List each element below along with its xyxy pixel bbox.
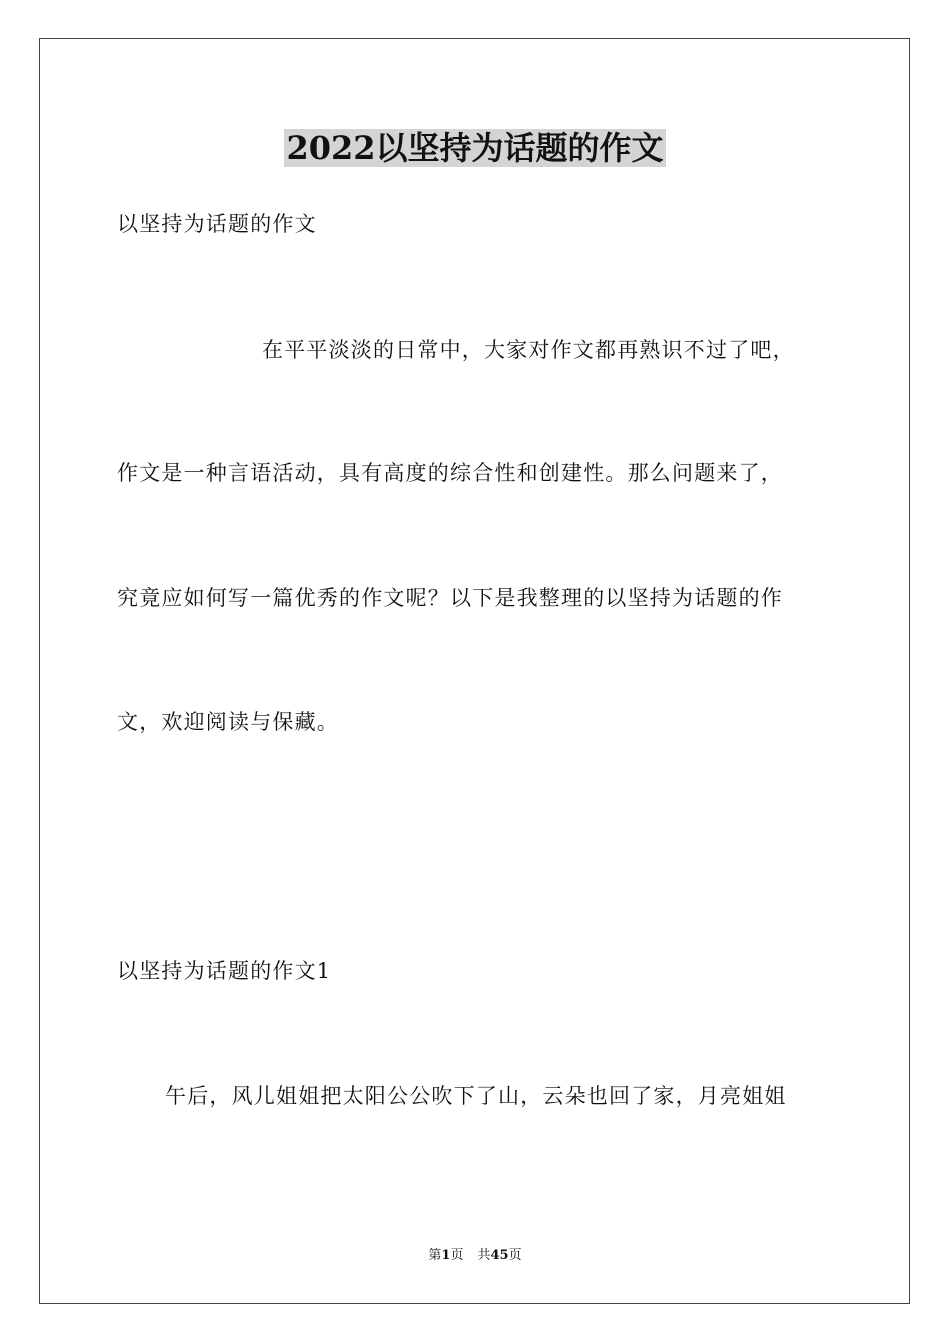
page-footer [0, 1246, 950, 1266]
document-subtitle: 以坚持为话题的作文 [117, 212, 317, 236]
document-title [0, 128, 950, 168]
footer-page-prefix: 第 [428, 1248, 442, 1263]
document-title-text: 2022以坚持为话题的作文 [286, 129, 664, 167]
footer-page-number: 1 [441, 1248, 451, 1263]
footer-total-prefix: 共 [477, 1248, 491, 1263]
intro-line-4: 文，欢迎阅读与保藏。 [117, 710, 339, 734]
footer-total-suffix: 页 [508, 1248, 522, 1263]
section-line-1: 午后，风儿姐姐把太阳公公吹下了山，云朵也回了家，月亮姐姐 [165, 1084, 787, 1108]
intro-line-2: 作文是一种言语活动，具有高度的综合性和创建性。那么问题来了， [117, 461, 783, 485]
section-heading: 以坚持为话题的作文1 [117, 959, 332, 983]
footer-page-suffix: 页 [450, 1248, 464, 1263]
footer-total-pages: 45 [490, 1248, 509, 1263]
intro-line-3: 究竟应如何写一篇优秀的作文呢？以下是我整理的以坚持为话题的作 [117, 586, 783, 610]
intro-line-1: 在平平淡淡的日常中，大家对作文都再熟识不过了吧， [262, 338, 795, 362]
